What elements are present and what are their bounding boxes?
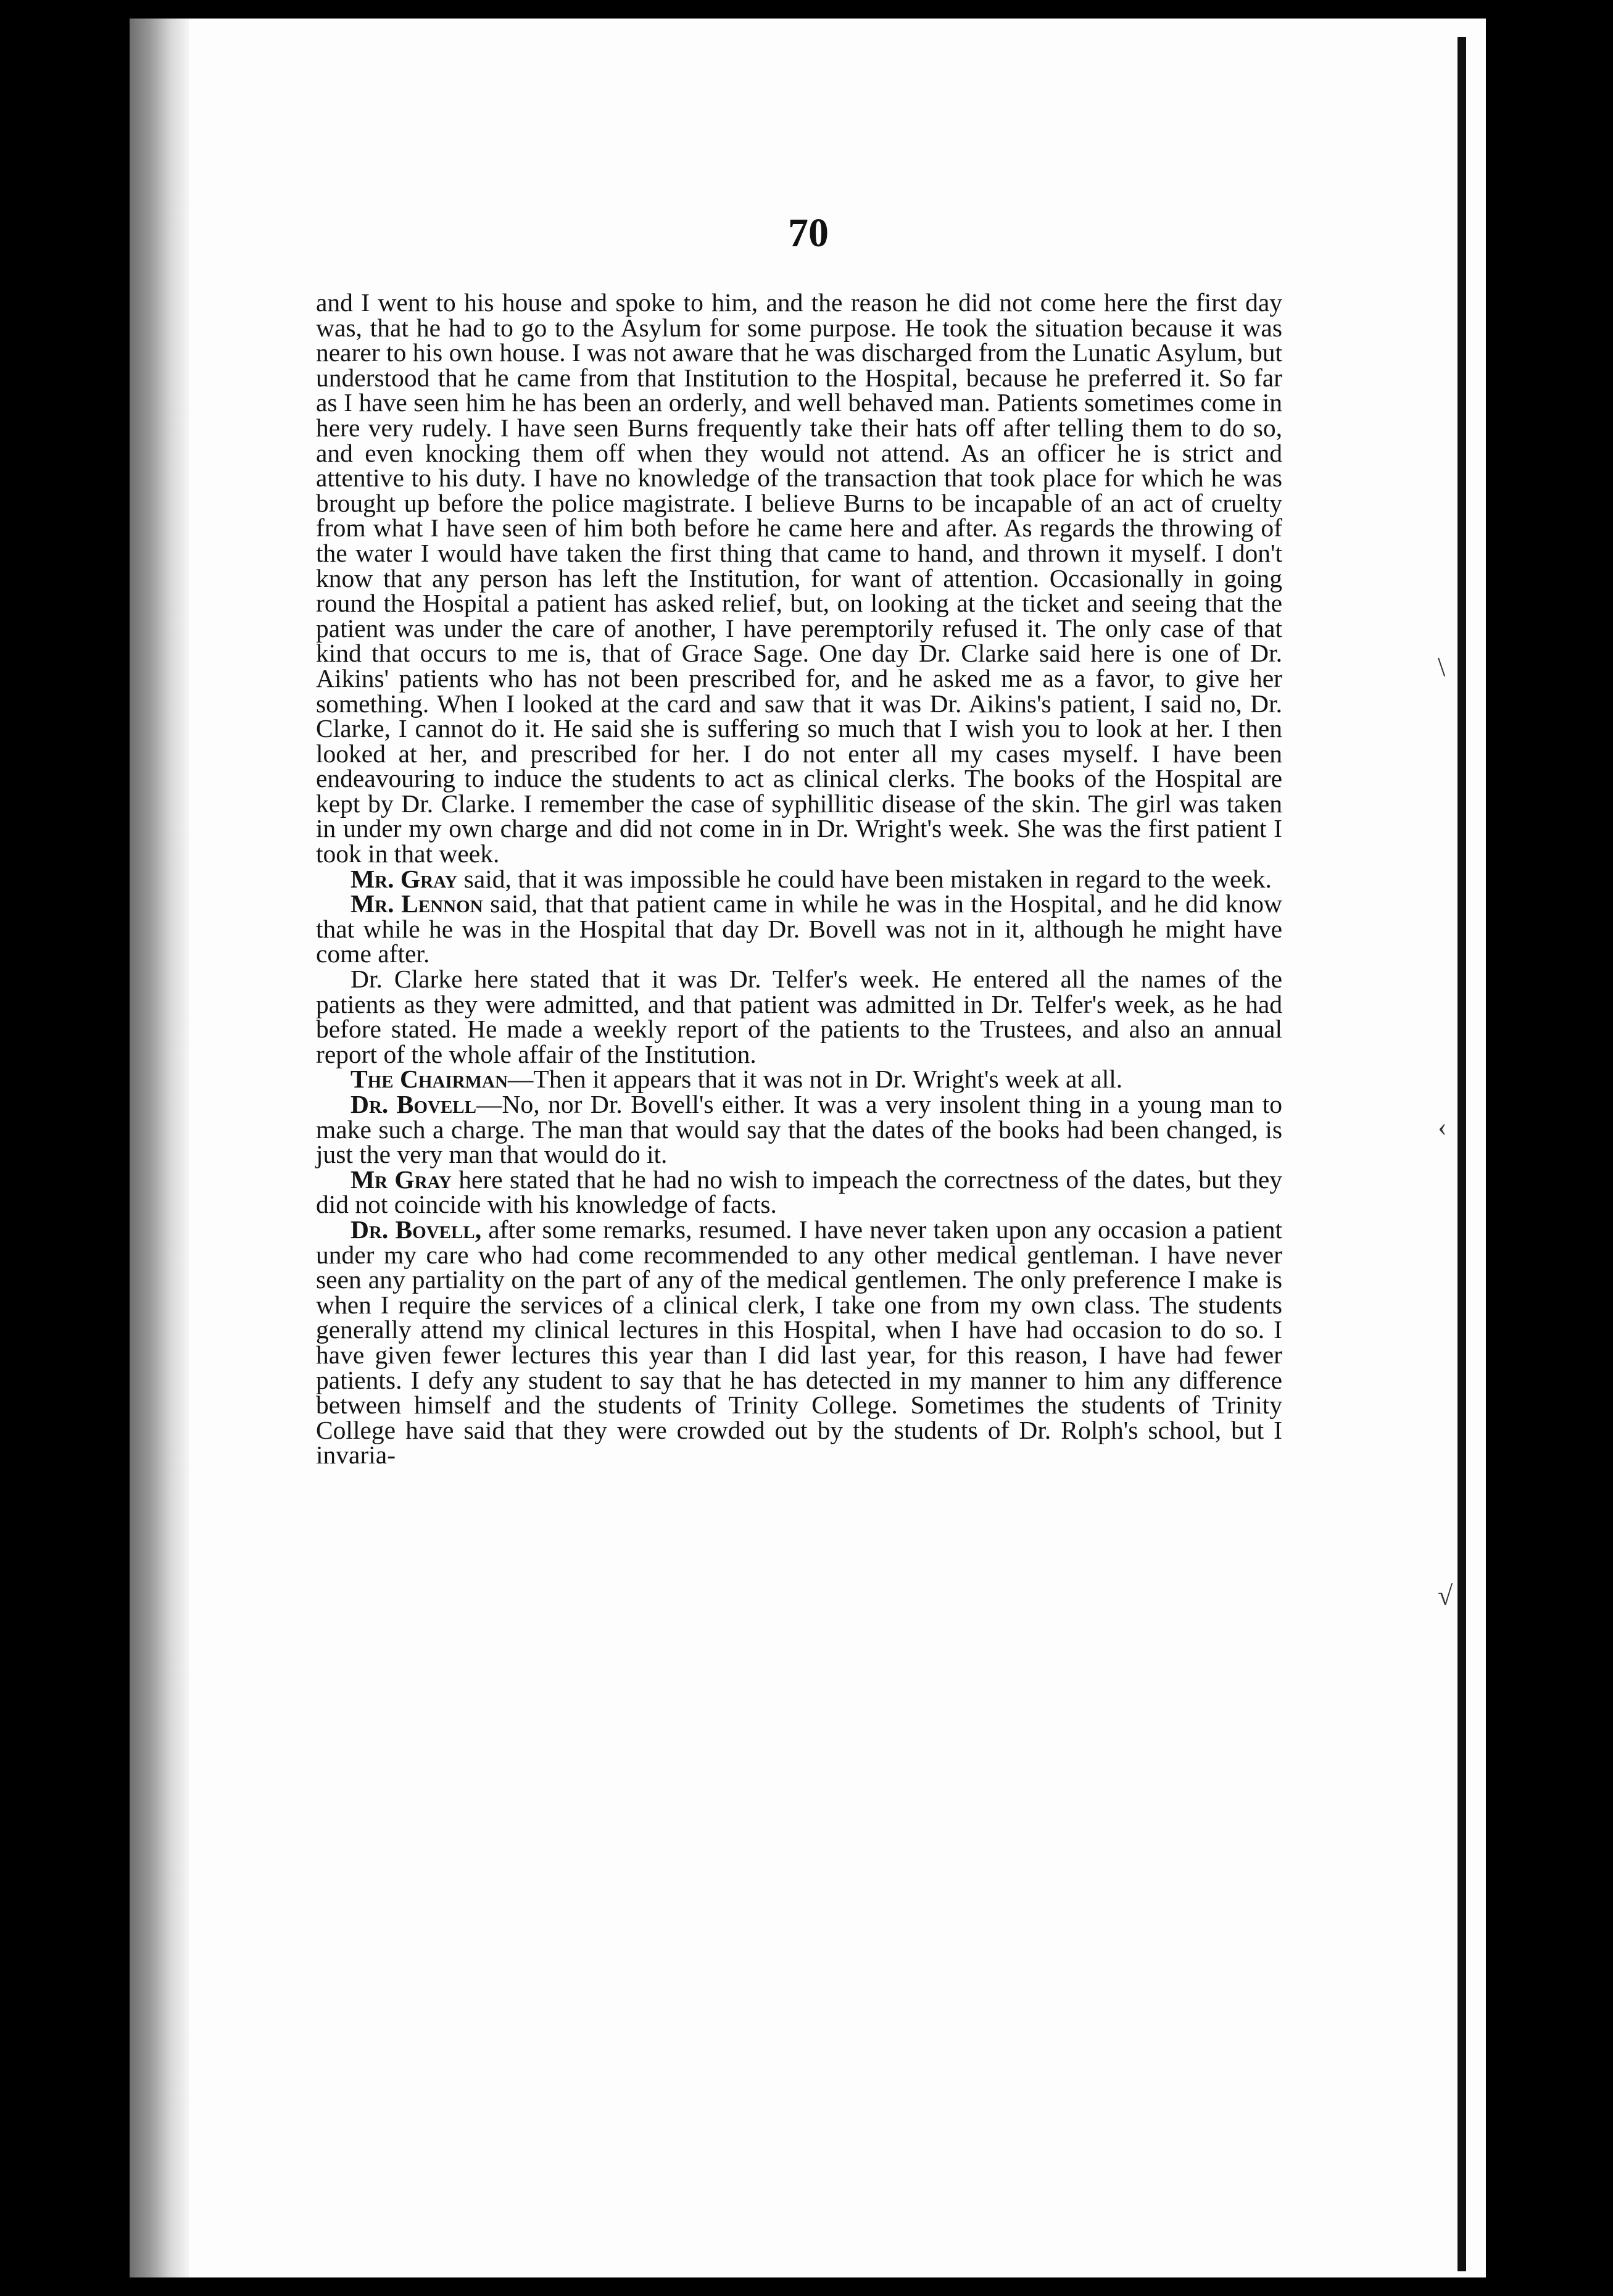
speaker: Dr. Clarke (350, 965, 463, 994)
paragraph (316, 1092, 1282, 1167)
speaker: Mr Gray (350, 1165, 452, 1194)
right-gutter (1466, 19, 1486, 2277)
gutter-mark: √ (1438, 1581, 1453, 1611)
speaker: Mr. Lennon (350, 889, 483, 918)
gutter-mark: ‹ (1438, 1112, 1447, 1142)
paragraph (316, 967, 1282, 1067)
gutter-mark: \ (1438, 652, 1446, 682)
paragraph-text: here stated that it was Dr. Telfer's week. He entered all the names of the patients as they were admitted, and that patient was admitted in Dr. Telfer's week, as he had before stated. He made a weekly report of the patients to the Trustees, and also an annual report of the whole affair of the Institution. (316, 965, 1283, 1068)
paragraph (316, 1217, 1282, 1468)
paragraph-text: —Then it appears that it was not in Dr. Wright's week at all. (507, 1065, 1123, 1094)
paragraph (316, 864, 1282, 893)
paragraph-text: —No, nor Dr. Bovell's either. It was a very insolent thing in a young man to make such a charge. The man that would say that the dates of the books had been changed, is just the very man that would do it. (316, 1090, 1282, 1169)
speaker: Dr. Bovell (350, 1090, 476, 1118)
paragraph-text: said, that that patient came in while he was in the Hospital, and he did know that while he was in the Hospital that day Dr. Bovell was not in it, although he might have come after. (316, 889, 1282, 968)
paragraph (316, 1067, 1282, 1092)
paragraph-text: here stated that he had no wish to impeach the correctness of the dates, but they did not coincide with his knowledge of facts. (316, 1165, 1283, 1219)
page-binding-edge (130, 19, 189, 2277)
paragraph (316, 891, 1282, 967)
speaker: The Chairman (350, 1065, 508, 1094)
paragraph: and I went to his house and spoke to him, and the reason he did not come here the first day was, that he had to go to the Asylum for some purpose. He took the situation because it was nearer to his own house. I was not aware that he was discharged from the Lunatic Asylum, but understood that he came from that Institution to the Hospital, because he preferred it. So far as I have seen him he has been an orderly, and well behaved man. Patients sometimes come in here very rudely. I have seen Burns frequently take their hats off after telling them to do so, and even knocking them off when they would not attend. As an officer he is strict and attentive to his duty. I have no knowledge of the transaction that took place for which he was brought up before the police magistrate. I believe Burns to be incapable of an act of cruelty from what I have seen of him both before he came here and after. As regards the throwing of the water I would have taken the first thing that came to hand, and thrown it myself. I don't know that any person has left the Institution, for want of attention. Occasionally in going round the Hospital a patient has asked relief, but, on looking at the ticket and seeing that the patient was under the care of another, I have peremptorily refused it. The only case of that kind that occurs to me is, that of Grace Sage. One day Dr. Clarke said here is one of Dr. Aikins' patients who has not been prescribed for, and he asked me as a favor, to give her something. When I looked at the card and saw that it was Dr. Aikins's patient, I said no, Dr. Clarke, I cannot do it. He said she is suffering so much that I wish you to look at her. I then looked at her, and prescribed for her. I do not enter all my cases myself. I have been endeavouring to induce the students to act as clinical clerks. The books of the Hospital are kept by Dr. Clarke. I remember the case of syphillitic disease of the skin. The girl was taken in under my own charge and did not come in in Dr. Wright's week. She was the first patient I took in that week. (316, 288, 1282, 868)
speaker: Dr. Bovell, (350, 1215, 482, 1244)
paragraph (316, 1167, 1282, 1217)
speaker: Mr. Gray (350, 864, 458, 893)
page-number: 70 (788, 210, 829, 256)
page-edge-divider (1458, 37, 1466, 2271)
paragraph-text: said, that it was impossible he could have been mistaken in regard to the week. (463, 864, 1272, 893)
paragraph-text: after some remarks, resumed. I have never taken upon any occasion a patient under my care who had come recommended to any other medical gentleman. I have never seen any partiality on the part of any of the medical gentlemen. The only preference I make is when I require the services of a clinical clerk, I take one from my own class. The students generally attend my clinical lectures in this Hospital, when I have had occasion to do so. I have given fewer lectures this year than I did last year, for this reason, I have had fewer patients. I defy any student to say that he has detected in my manner to him any difference between himself and the students of Trinity College. Sometimes the students of Trinity College have said that they were crowded out by the students of Dr. Rolph's school, but I invaria- (316, 1215, 1283, 1470)
body-text (316, 290, 1282, 1468)
